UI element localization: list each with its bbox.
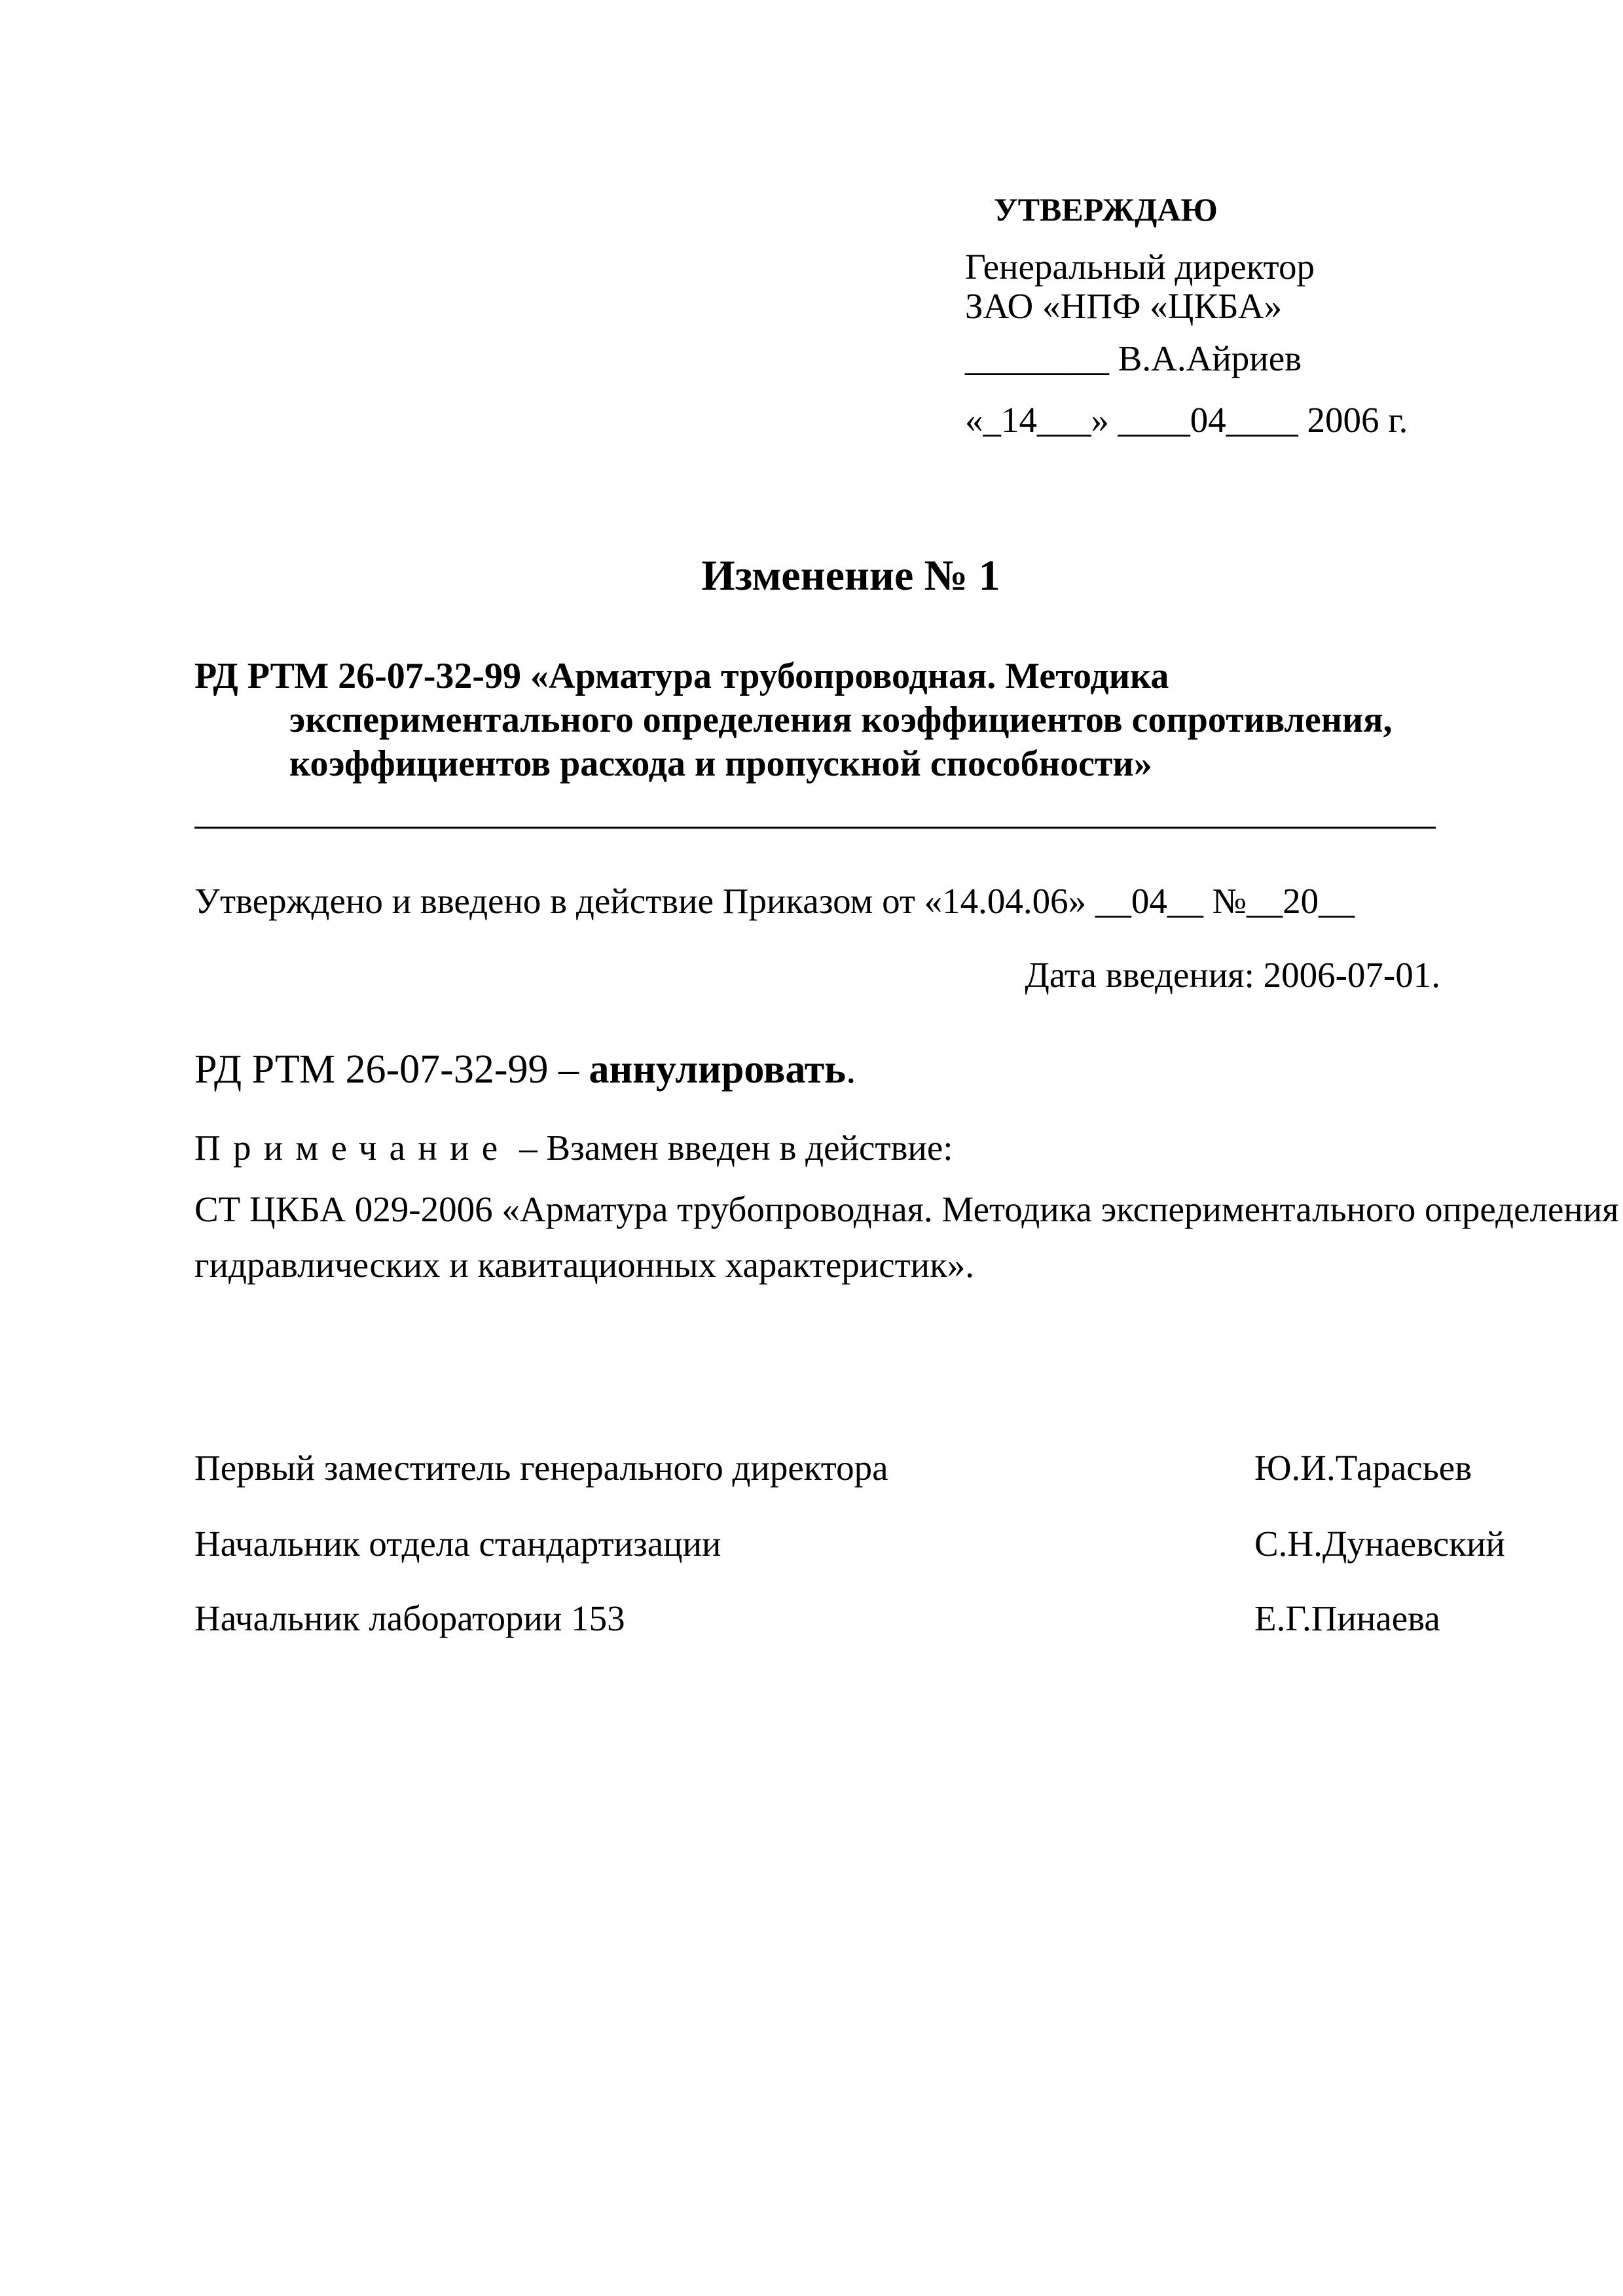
document-title: Изменение № 1	[701, 552, 1000, 600]
annul-prefix: РД РТМ 26-07-32-99 –	[194, 1047, 589, 1092]
approval-signature-line: ________ В.А.Айриев	[965, 338, 1302, 378]
subject-line-3: коэффициентов расхода и пропускной способности»	[289, 744, 1152, 784]
signatory-name: С.Н.Дунаевский	[1254, 1524, 1505, 1564]
annul-word: аннулировать	[589, 1047, 846, 1092]
replacement-line-2: гидравлических и кавитационных характеристик».	[194, 1245, 975, 1285]
signatory-name: Е.Г.Пинаева	[1254, 1598, 1440, 1638]
signatory-position: Первый заместитель генерального директора	[194, 1448, 888, 1488]
annul-suffix: .	[845, 1047, 856, 1092]
approved-text: Утверждено и введено в действие Приказом от «14.04.06» __04__ №__20__	[194, 881, 1355, 921]
subject-line-2: экспериментального определения коэффициентов сопротивления,	[289, 700, 1393, 740]
signatory-position: Начальник отдела стандартизации	[194, 1524, 721, 1564]
approval-title: УТВЕРЖДАЮ	[994, 191, 1218, 228]
signatory-position: Начальник лаборатории 153	[194, 1598, 625, 1638]
approval-date-line: «_14___» ____04____ 2006 г.	[965, 400, 1408, 440]
subject-line-1: РД РТМ 26-07-32-99 «Арматура трубопроводная. Методика	[194, 656, 1169, 696]
effective-date: Дата введения: 2006-07-01.	[1025, 955, 1440, 995]
annul-statement	[194, 1046, 856, 1093]
note	[194, 1128, 953, 1168]
replacement-line-1: СТ ЦКБА 029-2006 «Арматура трубопроводная. Методика экспериментального определения	[194, 1189, 1619, 1229]
signatory-name: Ю.И.Тарасьев	[1254, 1448, 1472, 1488]
approval-organization: ЗАО «НПФ «ЦКБА»	[965, 286, 1283, 326]
note-label: Примечание	[194, 1128, 511, 1168]
approval-position: Генеральный директор	[965, 247, 1315, 287]
horizontal-rule	[194, 827, 1436, 829]
note-text: – Взамен введен в действие:	[510, 1128, 953, 1168]
